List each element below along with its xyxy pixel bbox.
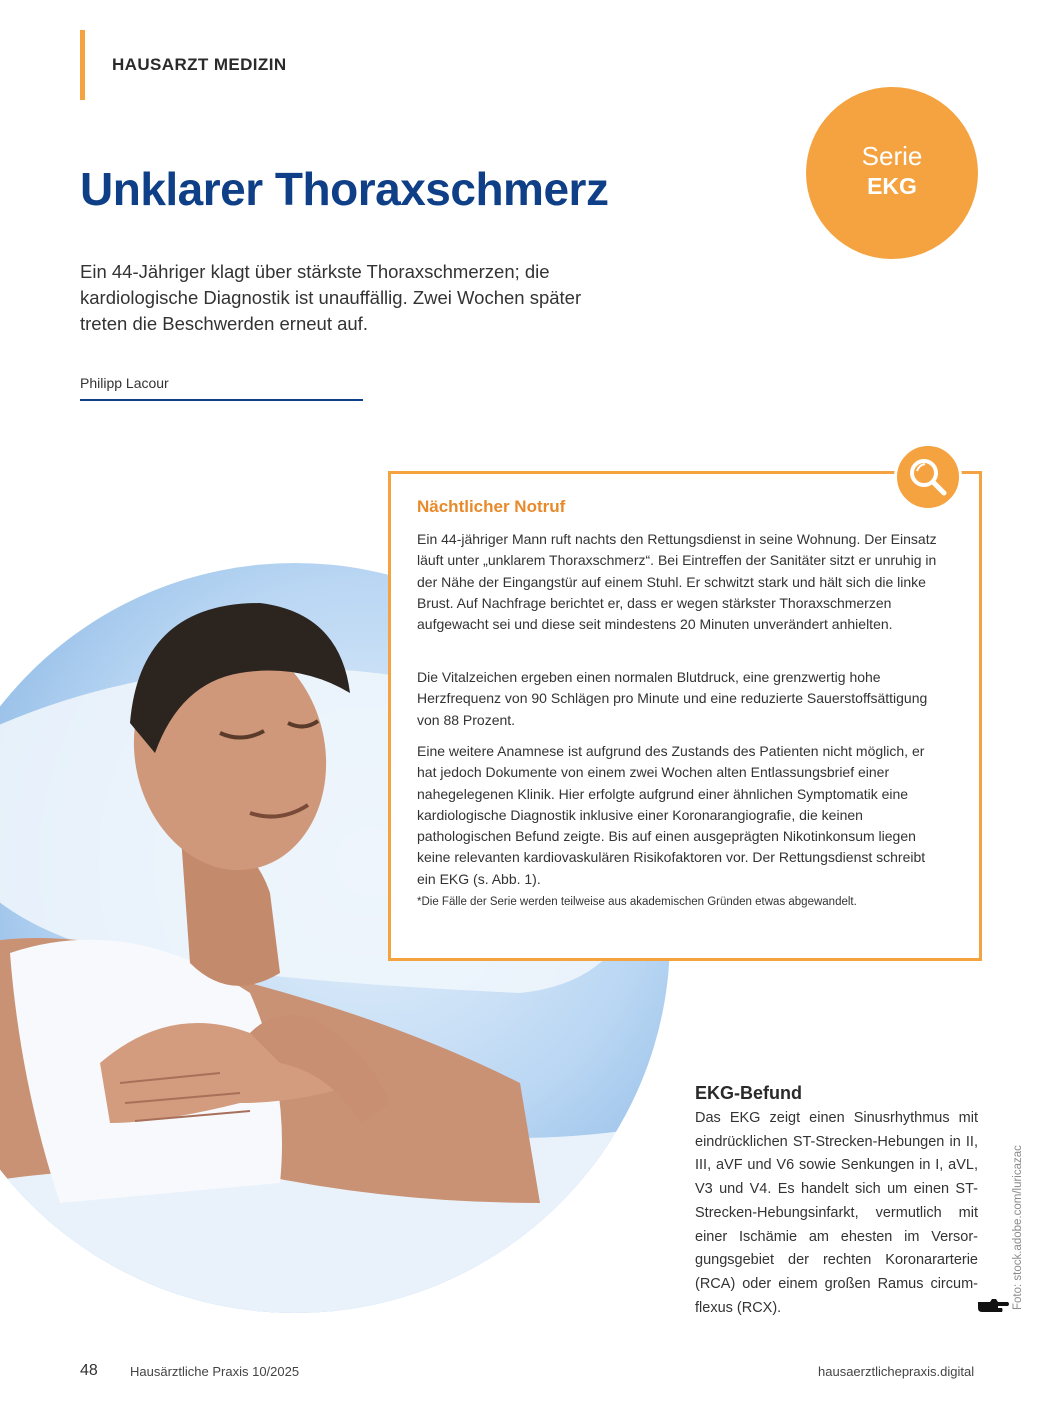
magnifier-icon — [894, 443, 962, 511]
case-footnote: *Die Fälle der Serie werden teilweise aus akademischen Gründen etwas abgewandelt. — [417, 896, 857, 908]
case-paragraph: Die Vitalzeichen ergeben einen normalen Blutdruck, eine grenzwertig hohe Herzfrequenz von 90 Schlägen pro Minute und eine reduzierte Sauerstoffsättigung von 88 Prozent. — [417, 669, 928, 728]
case-paragraph: Eine weitere Anamnese ist aufgrund des Zustands des Patienten nicht möglich, er hat jedoch Dokumente von einem zwei Wochen alten Entlassungsbrief einer nahegelegenen Klinik. Hier erfolgte aufgrund einer ähnlichen Symptomatik eine kardiologische Diagnostik inklusive einer Koronarangiografie, die keinen pathologischen Befund zeigte. Bis auf einen ausgeprägten Nikotinkonsum liegen keine relevanten kardiovaskulären Risikofaktoren vor. Der Rettungsdienst schreibt ein EKG (s. Abb. 1). — [417, 743, 926, 887]
pointing-hand-icon — [976, 1296, 1010, 1316]
publication-info: Hausärztliche Praxis 10/2025 — [130, 1364, 300, 1379]
ekg-heading: EKG-Befund — [695, 1083, 802, 1103]
case-paragraph: Ein 44-jähriger Mann ruft nachts den Rettungsdienst in seine Wohnung. Der Einsatz läuft unter „unklarem Thoraxschmerz“. Bei Eintreffen der Sanitäter sitzt er unruhig in der Nähe der Eingangstür auf einem Stuhl. Er schwitzt stark und hält sich die linke Brust. Auf Nachfrage berichtet er, dass er wegen stärkster Thoraxschmerzen aufgewacht sei und diese seit mindestens 20 Minuten unverändert anhielten. — [417, 531, 937, 633]
section-kicker: HAUSARZT MEDIZIN — [112, 55, 287, 74]
publication-url: hausaerztlichepraxis.digital — [818, 1364, 975, 1379]
kicker-accent-bar — [80, 30, 85, 100]
photo-credit: Foto: stock.adobe.com/luricazac — [1012, 1145, 1024, 1310]
ekg-findings: Das EKG zeigt einen Sinusrhythmus mit eindrücklichen ST-Strecken-Hebungen in II, III, aVF und V6 sowie Senkungen in I, aVL, V3 und V4. Es handelt sich um einen ST-Strecken-Hebungsinfarkt, vermutlich mit einer Ischämie am ehesten im Versorgungsgebiet der rechten Koronararterie (RCA) oder einem großen Ramus circumflexus (RCX). — [695, 1110, 978, 1316]
series-badge — [806, 87, 978, 259]
author-underline — [80, 399, 363, 401]
article-title: Unklarer Thoraxschmerz — [80, 163, 609, 215]
author-name: Philipp Lacour — [80, 375, 169, 391]
series-badge-label: Serie — [861, 141, 923, 171]
article-lead: Ein 44-Jähriger klagt über stärkste Thoraxschmerzen; die kardiologische Diagnostik ist unauffällig. Zwei Wochen später treten die Beschwerden erneut auf. — [80, 261, 582, 334]
series-badge-topic: EKG — [867, 173, 917, 199]
page-number: 48 — [80, 1362, 98, 1379]
case-box-title: Nächtlicher Notruf — [417, 497, 566, 516]
